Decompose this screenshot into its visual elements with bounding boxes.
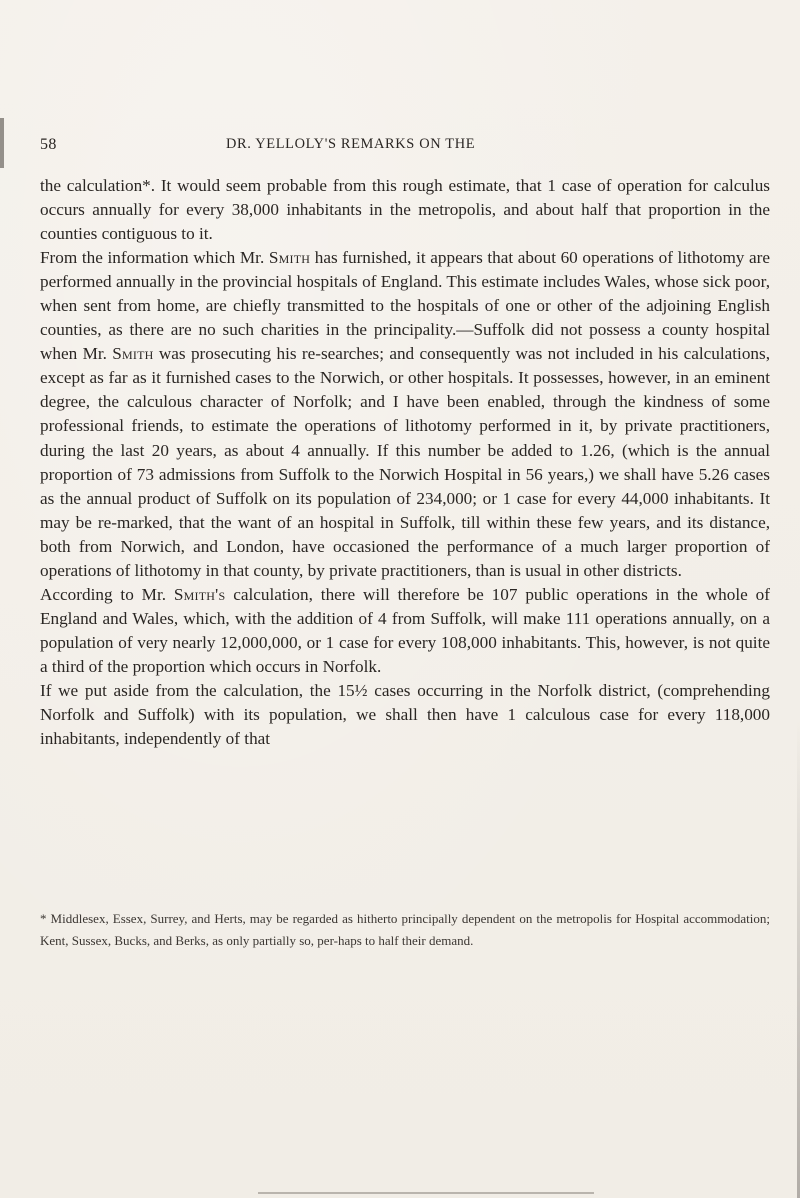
page-header: [40, 136, 760, 158]
main-text: [40, 174, 770, 751]
page-number: 58: [40, 136, 57, 153]
paragraph-4: If we put aside from the calculation, the 15½ cases occurring in the Norfolk district, (comprehending Norfolk and Suffolk) with its population, we shall then have 1 calculous case for every 118,000 inhabitants, independently of that: [40, 680, 770, 749]
paragraph-3-part-1: According to Mr.: [40, 584, 174, 604]
paragraph-1: the calculation*. It would seem probable from this rough estimate, that 1 case of operation for calculus occurs annually for every 38,000 inhabitants in the metropolis, and about half that proportion in the counties contiguous to it.: [40, 176, 770, 244]
paragraph-2-part-1: From the information which Mr.: [40, 248, 269, 268]
name-smiths: Smith's: [173, 584, 226, 604]
paragraph-3-part-2: calculation, there will therefore be 107 public operations in the whole of England and Wales, which, with the addition of 4 from Suffolk, will make 111 operations annually, on a population of very nearly 12,000,000, or 1 case for every 108,000 inhabitants. This, however, is not quite a third of the proportion which occurs in Norfolk.: [40, 584, 770, 676]
paragraph-3: [40, 583, 770, 679]
paragraph-2-part-2: has furnished, it appears that about 60 operations of lithotomy are performed annually in the provincial hospitals of England. This estimate includes Wales, whose sick poor, when sent from home, are chiefly transmitted to the hospitals of one or other of the adjoining English counties, as there are no such charities in the principality.—Suffolk did not possess a county hospital when Mr.: [40, 248, 771, 364]
paragraph-2-part-3: was prosecuting his re-searches; and consequently was not included in his calculations, except as far as it furnished cases to the Norwich, or other hospitals. It possesses, however, in an eminent degree, the calculous character of Norfolk; and I have been enabled, through the kindness of some professional friends, to estimate the operations of lithotomy performed in it, by private practitioners, during the last 20 years, as about 4 annually. If this number be added to 1.26, (which is the annual proportion of 73 admissions from Suffolk to the Norwich Hospital in 56 years,) we shall have 5.26 cases as the annual product of Suffolk on its population of 234,000; or 1 case for every 44,000 inhabitants. It may be re-marked, that the want of an hospital in Suffolk, till within these few years, and its distance, both from Norwich, and London, have occasioned the performance of a much larger proportion of operations of lithotomy in that county, by private practitioners, than is usual in other districts.: [40, 344, 770, 580]
running-head: DR. YELLOLY'S REMARKS ON THE: [226, 136, 476, 152]
page-edge-mark: [0, 118, 4, 168]
name-smith: Smith: [268, 248, 311, 268]
paragraph-2: [40, 246, 770, 583]
bottom-edge-line: [258, 1192, 594, 1194]
footnote: * Middlesex, Essex, Surrey, and Herts, may be regarded as hitherto principally dependent on the metropolis for Hospital accommodation; Kent, Sussex, Bucks, and Berks, as only partially so, per-haps to half their demand.: [40, 911, 770, 948]
name-smith-2: Smith: [112, 344, 154, 364]
